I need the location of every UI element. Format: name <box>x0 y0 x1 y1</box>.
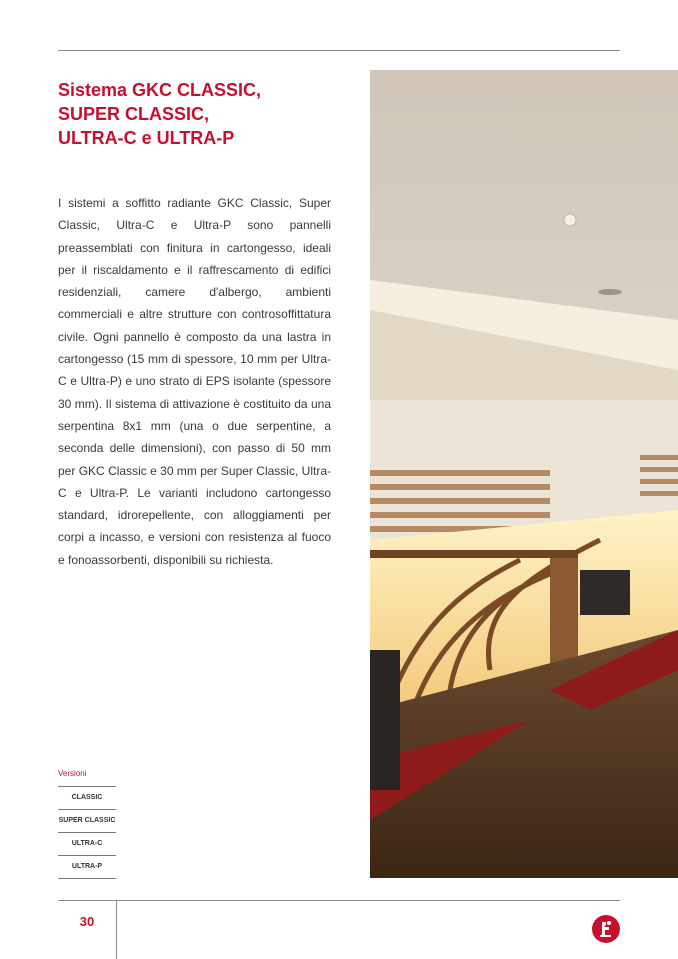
top-rule <box>58 50 620 51</box>
versions-box <box>58 768 116 879</box>
body-paragraph: I sistemi a soffitto radiante GKC Classic, Super Classic, Ultra-C e Ultra-P sono pannelli preassemblati con finitura in cartongesso, ideali per il riscaldamento e il raffrescamento di edifici residenziali, camere d'albergo, ambienti commerciali e altre strutture con controsoffittatura civile. Ogni pannello è composto da una lastra in cartongesso (15 mm di spessore, 10 mm per Ultra-C e Ultra-P) e uno strato di EPS isolante (spessore 30 mm). Il sistema di attivazione è costituito da una serpentina 8x1 mm (una o due serpentine, a seconda delle dimensioni), con passo di 50 mm per GKC Classic e 30 mm per Super Classic, Ultra-C e Ultra-P. Le varianti includono cartongesso standard, idrorepellente, con alloggiamenti per corpi a incasso, e versioni con resistenza al fuoco e fonoassorbenti, disponibili su richiesta. <box>58 196 331 567</box>
page-number: 30 <box>79 914 95 929</box>
version-item: ULTRA-C <box>58 833 116 856</box>
page-title <box>58 78 358 150</box>
versions-title: Versioni <box>58 769 87 778</box>
version-item: ULTRA-P <box>58 856 116 879</box>
version-item: CLASSIC <box>58 787 116 810</box>
versions-list <box>58 786 116 879</box>
title-line-1: Sistema GKC CLASSIC, <box>58 80 262 100</box>
hotel-lounge-photo <box>370 70 678 878</box>
title-line-3: ULTRA-C e ULTRA-P <box>58 128 235 148</box>
brand-logo-icon <box>592 915 620 943</box>
footer-divider <box>116 900 117 959</box>
bottom-rule <box>58 900 620 901</box>
title-line-2: SUPER CLASSIC, <box>58 104 210 124</box>
version-item: SUPER CLASSIC <box>58 810 116 833</box>
